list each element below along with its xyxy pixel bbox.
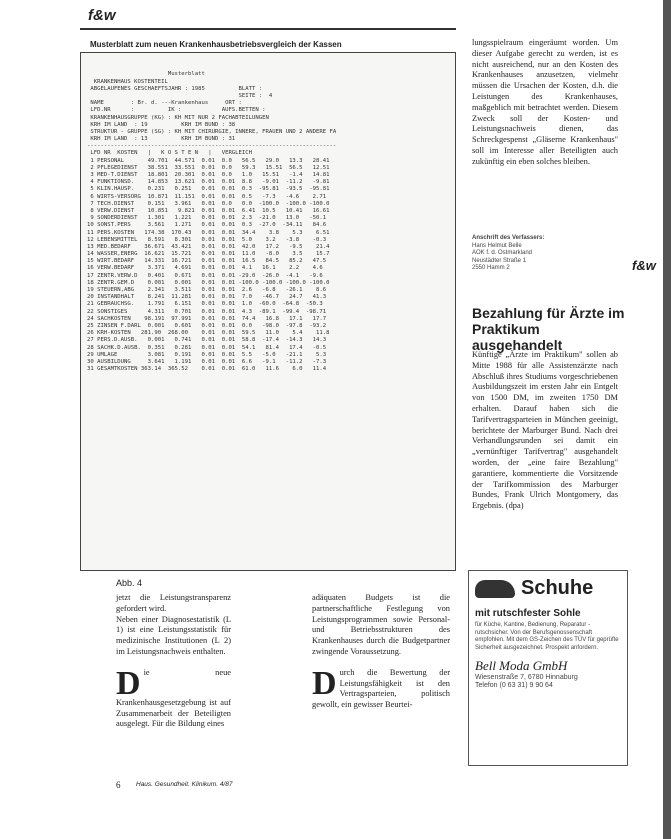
printout-line: 13 MED.BEDARF 36.671 43.421 0.01 0.01 42.0 17.2 -9.5 21.4	[87, 243, 330, 250]
footer-page-number: 6	[116, 780, 121, 790]
printout-line: STRUKTUR - GRUPPE (SG) : KH MIT CHIRURGIE, INNERE, FRAUEN UND 2 ANDERE FA	[87, 128, 337, 135]
printout-line: KRANKENHAUSGRUPPE (KG) : KH MIT NUR 2 FACHABTEILUNGEN	[87, 114, 269, 121]
figure-caption: Musterblatt zum neuen Krankenhausbetriebsvergleich der Kassen	[90, 40, 342, 49]
ad-header	[475, 577, 621, 600]
author-line: Neustädter Straße 1	[472, 257, 527, 264]
printout-line: 19 STEUERN,ABG 2.341 3.511 0.01 0.01 2.6 -6.8 -26.1 8.6	[87, 287, 327, 294]
middle-column	[312, 593, 450, 711]
side-logo: f&w	[632, 258, 656, 273]
printout-line: 7 TECH.DIENST 0.151 3.961 0.01 0.0 0.0 -100.0 -100.0 -100.0	[87, 200, 330, 207]
mid-para-1: adäquaten Budgets ist die partnerschaftliche Festlegung von Leistungsprogrammen sowie Personal- und Betriebsstrukturen des Krankenhauses durch die Budgetpartner zwingende Voraussetzung.	[312, 593, 450, 656]
printout-line: 1 PERSONAL 49.701 44.571 0.01 0.0 56.5 29.0 13.3 28.41	[87, 157, 330, 164]
printout-line: 25 ZINSEN F.DARL 0.001 0.601 0.01 0.01 0.0 -98.0 -97.8 -93.2	[87, 322, 327, 329]
printout-line: 21 GEBRAUCHSG. 1.791 6.151 0.01 0.01 1.0 -60.0 -64.8 -50.3	[87, 301, 323, 308]
dropcap-d: D	[116, 664, 141, 702]
printout-line: 24 SACHKOSTEN 98.191 97.991 0.01 0.01 74.4 16.8 17.1 17.7	[87, 315, 327, 322]
printout-line: KRH IM LAND : 13 KRH IM BUND : 31	[87, 136, 236, 143]
printout-line: 3 MED-T.DIENST 18.801 20.301 0.01 0.0 1.0 15.51 -1.4 14.81	[87, 172, 330, 179]
printout-line: 14 WASSER,ENERG 16.621 15.721 0.01 0.01 11.0 -8.0 3.5 15.7	[87, 251, 330, 258]
printout-line: 2 PFLEGEDIENST 38.551 33.551 0.01 0.0 59.3 15.51 56.5 12.51	[87, 164, 330, 171]
left-para-3	[116, 664, 231, 730]
printout-line: 12 LEBENSMITTEL 8.591 8.301 0.01 0.01 5.0 3.2 -3.8 -0.3	[87, 236, 327, 243]
mid-para-2	[312, 664, 450, 711]
author-block	[472, 235, 618, 273]
printout-line: SEITE : 4	[87, 92, 273, 99]
header-rule	[80, 28, 456, 30]
author-label: Anschrift des Verfassers:	[472, 235, 545, 241]
ad-brand: Bell Moda GmbH	[475, 658, 568, 673]
page-edge	[663, 0, 671, 839]
printout-line: 9 SONDERDIENST 1.301 1.221 0.01 0.01 2.3 -21.0 13.0 -50.1	[87, 215, 327, 222]
left-para-1: jetzt die Leistungstransparenz gefordert wird.	[116, 593, 231, 613]
shoe-advertisement	[468, 570, 628, 766]
cost-report-printout	[80, 52, 456, 571]
dropcap-d: D	[312, 664, 337, 702]
printout-lines	[87, 71, 449, 373]
printout-line: 28 SACHK.D.AUSB. 0.351 0.281 0.01 0.01 54.1 81.4 17.4 -0.5	[87, 344, 327, 351]
ad-title: Schuhe	[521, 577, 594, 599]
ad-body: für Küche, Kantine, Bedienung, Reparatur - rutschsicher. Von der Berufsgenossenschaft empfohlen. Mit dem GS-Zeichen des TÜV für geprüfte Sicherheit ausgezeichnet. Prospekt anfordern.	[475, 622, 619, 651]
right-para-1: lungsspielraum eingeräumt worden. Um dieser Aufgabe gerecht zu werden, ist es nicht ausreichend, nur an den Kosten des Krankenhauses anzusetzen, vielmehr müssen die Ursachen der Kosten, d.h. die Leistungen des Krankenhauses, maßgeblich mit betrachtet werden. Diesem Zweck soll der Kosten- und Leistungsnachweis dienen, das Schreckgespenst „Gläserne Krankenhaus" soll im Interesse aller Beteiligten auch zukünftig ein eben solches bleiben.	[472, 38, 618, 166]
author-line: Hans Helmut Belle	[472, 242, 522, 249]
printout-line: NAME : Br. d. ---Krankenhaus ORT :	[87, 100, 242, 107]
printout-line: 10 SONST.PERS 3.561 1.271 0.01 0.01 0.3 -27.0 -34.11 84.6	[87, 222, 327, 229]
ad-subtitle: mit rutschfester Sohle	[475, 608, 581, 619]
left-column	[116, 593, 231, 730]
printout-line: 16 VERW.BEDARF 3.371 4.691 0.01 0.01 4.1 16.1 2.2 4.6	[87, 265, 323, 272]
left-para-2: Neben einer Diagnosestatistik (L 1) ist eine Leistungsstatistik für medizinische Institutionen (L 2) im Leistungsnachweis enthalten.	[116, 614, 231, 656]
printout-line: LFD NR KOSTEN | K O S T E N | VERGLEICH	[87, 150, 253, 157]
shoe-icon	[475, 580, 515, 598]
printout-line: Musterblatt	[87, 71, 205, 78]
printout-line: --------------------------------------------------------------------------	[87, 143, 337, 150]
printout-line: ABGELAUFENES GESCHAEFTSJAHR : 1985 BLATT :	[87, 85, 263, 92]
printout-line: 22 SONSTIGES 4.311 0.701 0.01 0.01 4.3 -89.1 -99.4 -98.71	[87, 308, 327, 315]
printout-line: 8 VERW.DIENST 10.851 9.821 0.01 0.01 6.41 10.5 10.41 16.61	[87, 207, 330, 214]
printout-line: 30 AUSBILDUNG 3.641 1.191 0.01 0.01 6.6 -9.1 -11.2 -7.3	[87, 358, 327, 365]
printout-line: 20 INSTANDHALT 8.241 11.281 0.01 0.01 7.0 -46.7 24.7 41.3	[87, 294, 327, 301]
author-line: 2550 Hamm 2	[472, 265, 510, 271]
ad-phone: Telefon (0 63 31) 9 90 64	[475, 681, 553, 689]
printout-line: 29 UMLAGE 3.081 0.191 0.01 0.01 5.5 -5.0 -21.1 5.3	[87, 351, 327, 358]
right-column	[472, 38, 618, 168]
author-line: AOK f. d. Ostmarkland	[472, 250, 533, 256]
printout-line: 18 ZENTR.GEM.D 0.001 0.001 0.01 0.01 -100.0 -100.0 -100.0 -100.0	[87, 279, 330, 286]
printout-line: 26 KRH-KOSTEN 281.90 268.00 0.01 0.01 59.5 11.0 5.4 11.8	[87, 330, 330, 337]
article-heading: Bezahlung für Ärzte im Praktikum ausgehandelt	[472, 305, 625, 353]
printout-line: LFD.NR : IK : AUFS.BETTEN :	[87, 107, 266, 114]
printout-line: 15 WIRT.BEDARF 14.331 16.721 0.01 0.01 16.5 84.5 85.2 47.5	[87, 258, 327, 265]
printout-line: 27 PERS.D.AUSB. 0.001 0.741 0.01 0.01 58.8 -17.4 -14.3 14.3	[87, 337, 327, 344]
left-para-3-text: ie neue Krankenhausgesetzgebung ist auf Zusammenarbeit der Beteiligten ausgelegt. Für die Bildung eines	[116, 667, 231, 729]
printout-line: 6 WIRTS-VERSORG 10.871 11.151 0.01 0.01 0.5 -7.3 -4.6 2.71	[87, 193, 327, 200]
printout-line: 4 FUNKTIONSD. 14.853 13.621 0.01 0.01 8.8 -9.01 -11.2 -9.81	[87, 179, 330, 186]
article-body	[472, 350, 618, 512]
printout-line: KRANKENHAUS KOSTENTEIL	[87, 78, 168, 85]
printout-line: KRH IM LAND : 19 KRH IM BUND : 38	[87, 121, 236, 128]
mid-para-2-text: urch die Bewertung der Leistungsfähigkeit ist den Vertragsparteien, politisch gewollt, ein gewisser Beurtei-	[312, 667, 450, 710]
ad-address: Wiesenstraße 7, 6780 Hinnaburg	[475, 674, 578, 681]
printout-line: 11 PERS.KOSTEN 174.38 170.43 0.01 0.01 34.4 3.8 5.3 6.51	[87, 229, 330, 236]
article-para: Künftige „Ärzte im Praktikum" sollen ab Mitte 1988 für alle Assistenzärzte nach Abschluß ihres Studiums vorgeschriebenen Ausbildungszeit im ersten Jahr ein Entgelt von 1500 DM, im zweiten 1750 DM erhalten. Darauf haben sich die Tarifvertragsparteien in München geeinigt, berichtete der Marburger Bund. Nach drei Verhandlungsrunden sei damit ein „vernünftiger Tarifvertrag" ausgehandelt worden, der „eine faire Bezahlung" garantiere, kommentierte die Vorsitzende der Tarifkommission des Marburger Bundes, Frank Ulrich Montgomery, das Ergebnis. (dpa)	[472, 350, 618, 511]
printout-line: 5 KLIN.HAUSP. 0.231 0.251 0.01 0.01 0.3 -95.81 -93.5 -95.81	[87, 186, 330, 193]
printout-line: 17 ZENTR.VERW.D 0.401 0.671 0.01 0.01 -29.0 -26.0 -4.1 -9.6	[87, 272, 323, 279]
figure-label: Abb. 4	[116, 578, 143, 588]
footer-text: Haus. Gesundheit. Klinikum. 4/87	[136, 781, 233, 788]
printout-line: 31 GESAMTKOSTEN 363.14 365.52 0.01 0.01 61.0 11.6 6.0 11.4	[87, 366, 327, 373]
header-logo: f&w	[88, 7, 116, 24]
